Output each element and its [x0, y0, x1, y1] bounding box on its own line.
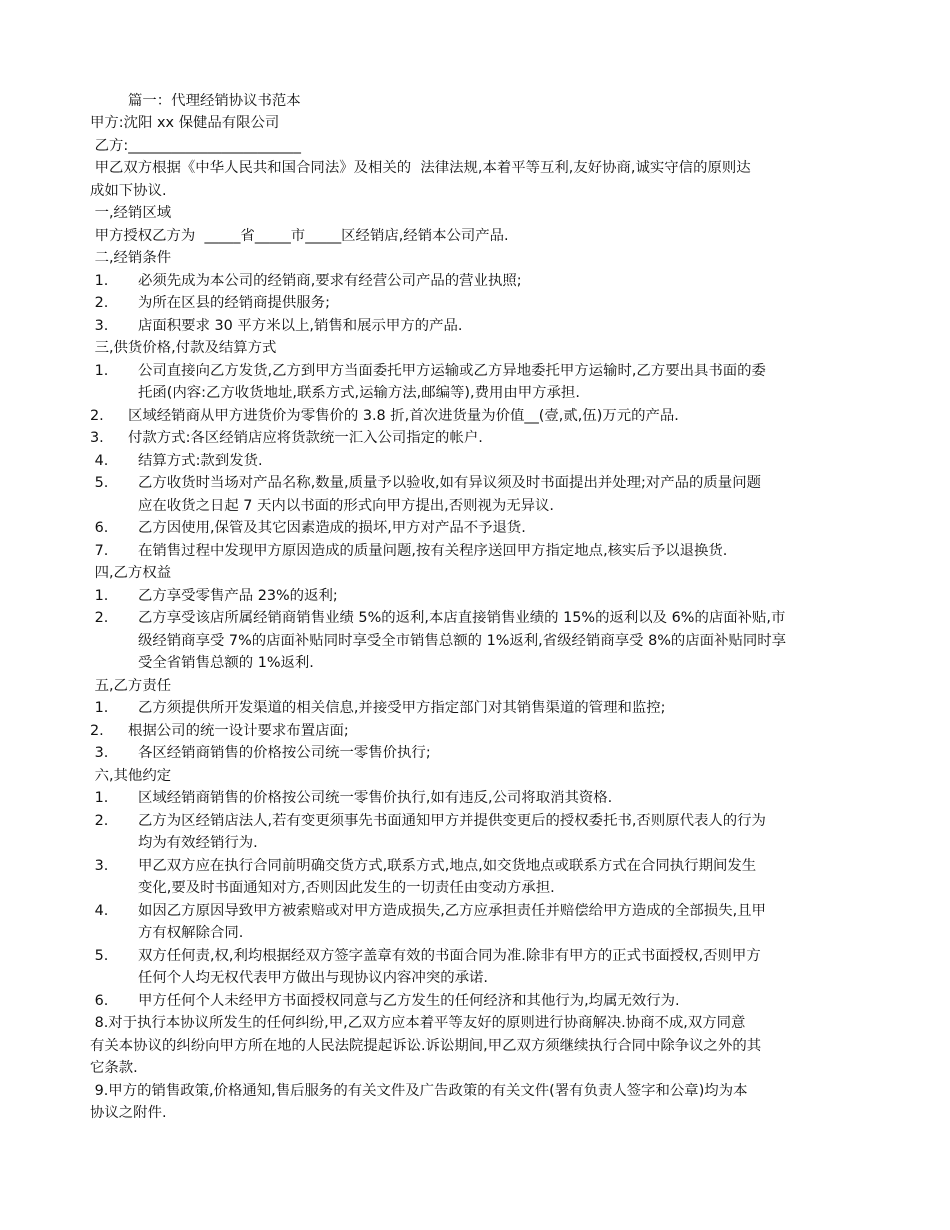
item-number: 3.	[90, 858, 109, 874]
item-text: 级经销商享受 7%的店面补贴同时享受全市销售总额的 1%返利,省级经销商享受 8%的店面补贴同时享	[138, 633, 787, 649]
item-number: 4.	[90, 453, 109, 469]
item-text: 乙方收货时当场对产品名称,数量,质量予以验收,如有异议须及时书面提出并处理;对产品的质量问题	[138, 475, 761, 491]
item-number: 6.	[90, 993, 109, 1009]
section-heading: 六,其他约定	[90, 768, 172, 784]
item-text: 受全省销售总额的 1%返利.	[138, 655, 314, 671]
party-a-line: 甲方:沈阳 xx 保健品有限公司	[90, 115, 280, 131]
section-heading: 一,经销区域	[90, 205, 172, 221]
item-number: 2.	[90, 408, 104, 424]
item-number: 2.	[90, 610, 109, 626]
item-text: 托函(内容:乙方收货地址,联系方式,运输方法,邮编等),费用由甲方承担.	[138, 385, 580, 401]
paragraph-line: 它条款.	[90, 1060, 138, 1076]
item-number: 2.	[90, 295, 109, 311]
item-text: 甲方任何个人未经甲方书面授权同意与乙方发生的任何经济和其他行为,均属无效行为.	[138, 993, 680, 1009]
section-heading: 四,乙方权益	[90, 565, 172, 581]
item-text: 双方任何责,权,利均根据经双方签字盖章有效的书面合同为准.除非有甲方的正式书面授权,否则甲方	[138, 948, 761, 964]
item-text: 公司直接向乙方发货,乙方到甲方当面委托甲方运输或乙方异地委托甲方运输时,乙方要出具书面的委	[138, 363, 766, 379]
item-text: 应在收货之日起 7 天内以书面的形式向甲方提出,否则视为无异议.	[138, 498, 555, 514]
item-number: 1.	[90, 588, 109, 604]
item-text: 各区经销商销售的价格按公司统一零售价执行;	[138, 745, 431, 761]
item-number: 3.	[90, 430, 104, 446]
item-number: 2.	[90, 723, 104, 739]
item-number: 5.	[90, 948, 109, 964]
item-number: 1.	[90, 273, 109, 289]
item-number: 1.	[90, 700, 109, 716]
item-text: 乙方因使用,保管及其它因素造成的损坏,甲方对产品不予退货.	[138, 520, 526, 536]
item-text: 在销售过程中发现甲方原因造成的质量问题,按有关程序送回甲方指定地点,核实后予以退换货.	[138, 543, 728, 559]
section-heading: 五,乙方责任	[90, 678, 172, 694]
item-number: 1.	[90, 790, 109, 806]
item-text: 店面积要求 30 平方米以上,销售和展示甲方的产品.	[138, 318, 463, 334]
section-heading: 三,供货价格,付款及结算方式	[90, 340, 277, 356]
paragraph-line: 8.对于执行本协议所发生的任何纠纷,甲,乙双方应本着平等友好的原则进行协商解决.协商不成,双方同意	[90, 1015, 746, 1031]
paragraph-line: 9.甲方的销售政策,价格通知,售后服务的有关文件及广告政策的有关文件(署有负责人签字和公章)均为本	[90, 1083, 748, 1099]
item-text: 均为有效经销行为.	[138, 835, 258, 851]
item-text: 乙方享受零售产品 23%的返利;	[138, 588, 338, 604]
item-number: 7.	[90, 543, 109, 559]
item-number: 5.	[90, 475, 109, 491]
item-text: 甲乙双方应在执行合同前明确交货方式,联系方式,地点,如交货地点或联系方式在合同执行期间发生	[138, 858, 757, 874]
item-text: 为所在区县的经销商提供服务;	[138, 295, 330, 311]
intro-line: 成如下协议.	[90, 183, 167, 199]
paragraph-line: 有关本协议的纠纷向甲方所在地的人民法院提起诉讼.诉讼期间,甲乙双方须继续执行合同中除争议之外的其	[90, 1038, 762, 1054]
item-text: 结算方式:款到发货.	[138, 453, 263, 469]
item-text: 区域经销商销售的价格按公司统一零售价执行,如有违反,公司将取消其资格.	[138, 790, 613, 806]
item-text: 变化,要及时书面通知对方,否则因此发生的一切责任由变动方承担.	[138, 880, 555, 896]
item-text: 根据公司的统一设计要求布置店面;	[128, 723, 349, 739]
item-text: 如因乙方原因导致甲方被索赔或对甲方造成损失,乙方应承担责任并赔偿给甲方造成的全部损失,且甲	[138, 903, 766, 919]
paragraph-line: 甲方授权乙方为 _____省_____市_____区经销店,经销本公司产品.	[90, 228, 509, 244]
item-text: 必须先成为本公司的经销商,要求有经营公司产品的营业执照;	[138, 273, 522, 289]
section-heading: 二,经销条件	[90, 250, 172, 266]
item-number: 1.	[90, 363, 109, 379]
item-text: 任何个人均无权代表甲方做出与现协议内容冲突的承诺.	[138, 970, 488, 986]
item-text: 乙方须提供所开发渠道的相关信息,并接受甲方指定部门对其销售渠道的管理和监控;	[138, 700, 666, 716]
document-title: 篇一：代理经销协议书范本	[128, 93, 301, 109]
item-text: 付款方式:各区经销店应将货款统一汇入公司指定的帐户.	[128, 430, 483, 446]
item-text: 乙方为区经销店法人,若有变更须事先书面通知甲方并提供变更后的授权委托书,否则原代表人的行为	[138, 813, 766, 829]
item-text: 乙方享受该店所属经销商销售业绩 5%的返利,本店直接销售业绩的 15%的返利以及 6%的店面补贴,市	[138, 610, 786, 626]
item-number: 3.	[90, 745, 109, 761]
paragraph-line: 协议之附件.	[90, 1105, 167, 1121]
item-number: 6.	[90, 520, 109, 536]
item-text: 方有权解除合同.	[138, 925, 244, 941]
party-b-line: 乙方:________________________	[90, 138, 301, 154]
item-number: 3.	[90, 318, 109, 334]
intro-line: 甲乙双方根据《中华人民共和国合同法》及相关的 法律法规,本着平等互利,友好协商,诚实守信的原则达	[90, 160, 751, 176]
item-number: 2.	[90, 813, 109, 829]
item-text: 区域经销商从甲方进货价为零售价的 3.8 折,首次进货量为价值__(壹,贰,伍)万元的产品.	[128, 408, 679, 424]
item-number: 4.	[90, 903, 109, 919]
